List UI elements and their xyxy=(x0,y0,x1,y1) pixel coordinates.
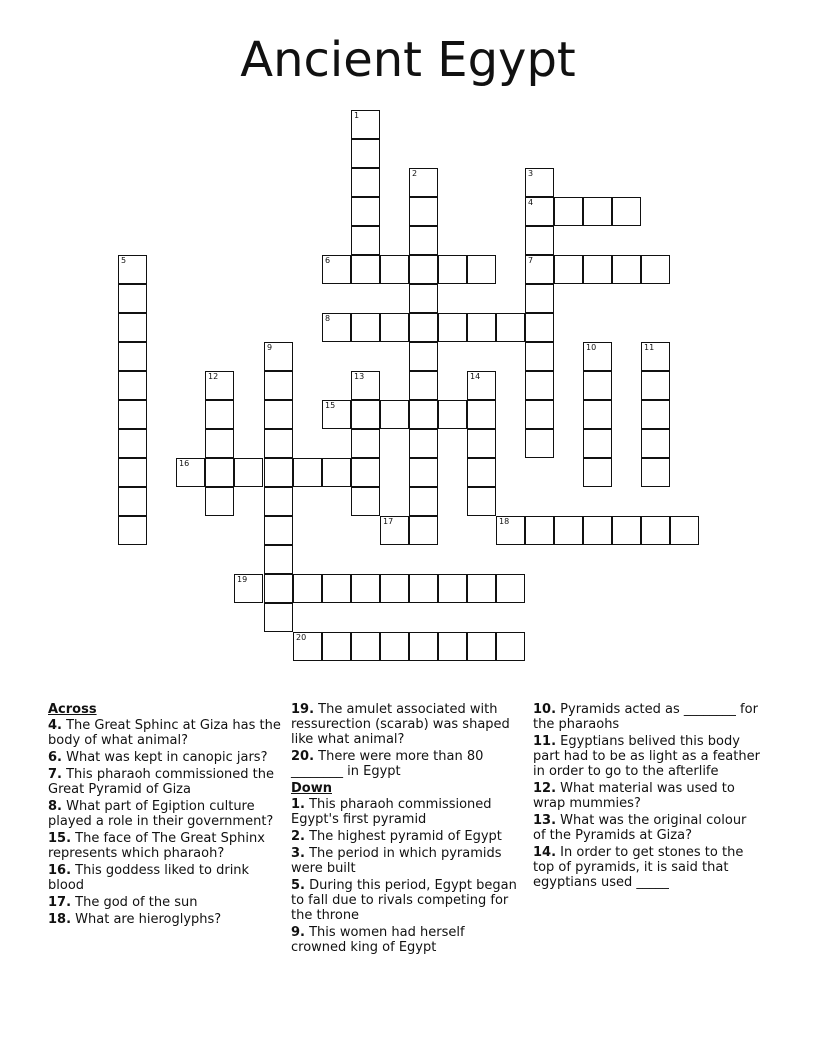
grid-cell[interactable] xyxy=(438,255,467,284)
grid-cell[interactable] xyxy=(554,255,583,284)
clue-number: 19 xyxy=(237,575,248,584)
grid-cell[interactable] xyxy=(409,284,438,313)
grid-cell[interactable] xyxy=(409,342,438,371)
grid-cell[interactable] xyxy=(467,574,496,603)
clue-text: This pharaoh commissioned the Great Pyramid of Giza xyxy=(48,767,275,797)
grid-cell[interactable] xyxy=(612,516,641,545)
grid-cell[interactable] xyxy=(118,400,147,429)
clue xyxy=(533,845,763,890)
grid-cell[interactable] xyxy=(264,371,293,400)
clue-num: 7. xyxy=(48,767,62,782)
clue-num: 2. xyxy=(291,829,305,844)
grid-cell[interactable] xyxy=(438,313,467,342)
grid-cell[interactable] xyxy=(438,632,467,661)
clue-text: This goddess liked to drink blood xyxy=(48,863,250,893)
grid-cell[interactable] xyxy=(264,429,293,458)
clue-num: 1. xyxy=(291,797,305,812)
grid-cell[interactable] xyxy=(264,487,293,516)
grid-cell[interactable] xyxy=(205,429,234,458)
grid-cell[interactable] xyxy=(554,516,583,545)
grid-cell[interactable] xyxy=(409,255,438,284)
clue-num: 19. xyxy=(291,702,315,717)
grid-cell[interactable] xyxy=(264,603,293,632)
grid-cell[interactable] xyxy=(438,574,467,603)
grid-cell[interactable] xyxy=(409,516,438,545)
grid-cell[interactable] xyxy=(670,516,699,545)
clue xyxy=(291,749,521,779)
grid-cell[interactable] xyxy=(525,429,554,458)
clue-text: This women had herself crowned king of Egypt xyxy=(291,925,465,955)
clue-text: There were more than 80 ________ in Egypt xyxy=(291,749,484,779)
grid-cell[interactable] xyxy=(641,255,670,284)
grid-cell[interactable] xyxy=(583,255,612,284)
clue xyxy=(533,702,763,732)
grid-cell[interactable] xyxy=(351,226,380,255)
grid-cell[interactable] xyxy=(205,458,234,487)
grid-cell[interactable] xyxy=(118,284,147,313)
clue-text: Egyptians belived this body part had to be as light as a feather in order to go to the afterlife xyxy=(533,734,760,779)
grid-cell[interactable] xyxy=(525,226,554,255)
clue xyxy=(291,797,521,827)
grid-cell[interactable] xyxy=(322,632,351,661)
grid-cell[interactable] xyxy=(409,487,438,516)
clue xyxy=(48,767,284,797)
grid-cell[interactable] xyxy=(118,371,147,400)
grid-cell[interactable] xyxy=(351,139,380,168)
grid-cell[interactable] xyxy=(409,313,438,342)
grid-cell[interactable] xyxy=(612,197,641,226)
clue-num: 10. xyxy=(533,702,557,717)
clue-number: 4 xyxy=(528,198,534,207)
clue-text: This pharaoh commissioned Egypt's first pyramid xyxy=(291,797,492,827)
grid-cell[interactable] xyxy=(351,429,380,458)
clue-num: 4. xyxy=(48,718,62,733)
across-clue-list xyxy=(48,718,284,927)
grid-cell[interactable] xyxy=(351,632,380,661)
clue xyxy=(48,718,284,748)
down-clue-list-continued xyxy=(533,702,763,890)
clue-number: 16 xyxy=(179,459,190,468)
grid-cell[interactable] xyxy=(205,400,234,429)
clue-number: 10 xyxy=(586,343,597,352)
clue-num: 18. xyxy=(48,912,72,927)
grid-cell[interactable] xyxy=(409,574,438,603)
clue-num: 16. xyxy=(48,863,72,878)
grid-cell[interactable] xyxy=(118,516,147,545)
clue-number: 5 xyxy=(121,256,127,265)
clue-number: 8 xyxy=(325,314,331,323)
grid-cell[interactable] xyxy=(264,458,293,487)
clue xyxy=(533,734,763,779)
grid-cell[interactable] xyxy=(641,371,670,400)
clue-num: 3. xyxy=(291,846,305,861)
clue-number: 18 xyxy=(499,517,510,526)
grid-cell[interactable] xyxy=(525,516,554,545)
grid-cell[interactable] xyxy=(264,545,293,574)
page-title: Ancient Egypt xyxy=(240,32,576,88)
grid-cell[interactable] xyxy=(293,574,322,603)
grid-cell[interactable] xyxy=(409,632,438,661)
clue-number: 6 xyxy=(325,256,331,265)
grid-cell[interactable] xyxy=(322,458,351,487)
clue-number: 20 xyxy=(296,633,307,642)
grid-cell[interactable] xyxy=(234,458,263,487)
grid-cell[interactable] xyxy=(612,255,641,284)
grid-cell[interactable] xyxy=(409,226,438,255)
grid-cell[interactable] xyxy=(380,400,409,429)
clue-number: 14 xyxy=(470,372,481,381)
grid-cell[interactable] xyxy=(641,516,670,545)
grid-cell[interactable] xyxy=(583,371,612,400)
across-clue-list-continued xyxy=(291,702,521,779)
grid-cell[interactable] xyxy=(641,400,670,429)
grid-cell[interactable] xyxy=(583,458,612,487)
grid-cell[interactable] xyxy=(264,400,293,429)
across-heading: Across xyxy=(48,702,97,717)
clue-text: The highest pyramid of Egypt xyxy=(304,829,502,844)
clue xyxy=(533,813,763,843)
clues-column-1 xyxy=(48,702,284,929)
clue-number: 13 xyxy=(354,372,365,381)
clue-number: 15 xyxy=(325,401,336,410)
grid-cell[interactable] xyxy=(322,574,351,603)
grid-cell[interactable] xyxy=(409,429,438,458)
grid-cell[interactable] xyxy=(351,313,380,342)
grid-cell[interactable] xyxy=(496,313,525,342)
grid-cell[interactable] xyxy=(205,487,234,516)
clue-text: What part of Egiption culture played a role in their government? xyxy=(48,799,274,829)
clue xyxy=(291,829,521,844)
clue xyxy=(48,863,284,893)
grid-cell[interactable] xyxy=(496,632,525,661)
clue xyxy=(291,846,521,876)
grid-cell[interactable] xyxy=(409,458,438,487)
grid-cell[interactable] xyxy=(467,487,496,516)
clue-text: What material was used to wrap mummies? xyxy=(533,781,735,811)
clue-num: 12. xyxy=(533,781,557,796)
clue-num: 11. xyxy=(533,734,557,749)
clue-text: The period in which pyramids were built xyxy=(291,846,502,876)
clue xyxy=(291,702,521,747)
grid-cell[interactable] xyxy=(351,255,380,284)
clue-num: 20. xyxy=(291,749,315,764)
grid-cell[interactable] xyxy=(118,458,147,487)
clue-number: 17 xyxy=(383,517,394,526)
clue xyxy=(48,895,284,910)
clue-number: 1 xyxy=(354,111,360,120)
down-clue-list xyxy=(291,797,521,955)
grid-cell[interactable] xyxy=(351,487,380,516)
clue xyxy=(291,878,521,923)
clue-number: 3 xyxy=(528,169,534,178)
grid-cell[interactable] xyxy=(409,197,438,226)
clue-text: What was the original colour of the Pyramids at Giza? xyxy=(533,813,747,843)
clue xyxy=(48,799,284,829)
grid-cell[interactable] xyxy=(525,400,554,429)
grid-cell[interactable] xyxy=(351,574,380,603)
grid-cell[interactable] xyxy=(467,400,496,429)
clue-num: 8. xyxy=(48,799,62,814)
grid-cell[interactable] xyxy=(351,400,380,429)
clue xyxy=(48,912,284,927)
clue-num: 15. xyxy=(48,831,72,846)
grid-cell[interactable] xyxy=(583,429,612,458)
clue xyxy=(48,831,284,861)
grid-cell[interactable] xyxy=(525,284,554,313)
grid-cell[interactable] xyxy=(467,255,496,284)
clue-number: 12 xyxy=(208,372,219,381)
grid-cell[interactable] xyxy=(264,516,293,545)
grid-cell[interactable] xyxy=(583,516,612,545)
clue-text: The face of The Great Sphinx represents which pharaoh? xyxy=(48,831,265,861)
grid-cell[interactable] xyxy=(467,313,496,342)
grid-cell[interactable] xyxy=(264,574,293,603)
clue xyxy=(291,925,521,955)
grid-cell[interactable] xyxy=(525,371,554,400)
clue-num: 5. xyxy=(291,878,305,893)
clue-text: What was kept in canopic jars? xyxy=(61,750,268,765)
clue-text: During this period, Egypt began to fall due to rivals competing for the throne xyxy=(291,878,517,923)
grid-cell[interactable] xyxy=(583,197,612,226)
clue-num: 6. xyxy=(48,750,62,765)
grid-cell[interactable] xyxy=(380,574,409,603)
clue-num: 17. xyxy=(48,895,72,910)
clue-text: In order to get stones to the top of pyramids, it is said that egyptians used _____ xyxy=(533,845,744,890)
grid-cell[interactable] xyxy=(438,400,467,429)
clue-text: The amulet associated with ressurection (scarab) was shaped like what animal? xyxy=(291,702,510,747)
grid-cell[interactable] xyxy=(467,458,496,487)
down-heading: Down xyxy=(291,781,332,796)
clue xyxy=(48,750,284,765)
grid-cell[interactable] xyxy=(409,371,438,400)
grid-cell[interactable] xyxy=(409,400,438,429)
grid-cell[interactable] xyxy=(380,313,409,342)
grid-cell[interactable] xyxy=(351,197,380,226)
grid-cell[interactable] xyxy=(351,458,380,487)
grid-cell[interactable] xyxy=(118,342,147,371)
clue-text: Pyramids acted as ________ for the pharaohs xyxy=(533,702,758,732)
clue xyxy=(533,781,763,811)
grid-cell[interactable] xyxy=(351,168,380,197)
clue-num: 9. xyxy=(291,925,305,940)
grid-cell[interactable] xyxy=(118,429,147,458)
grid-cell[interactable] xyxy=(118,487,147,516)
clue-text: The Great Sphinc at Giza has the body of what animal? xyxy=(48,718,281,748)
grid-cell[interactable] xyxy=(641,429,670,458)
grid-cell[interactable] xyxy=(380,632,409,661)
grid-cell[interactable] xyxy=(293,458,322,487)
grid-cell[interactable] xyxy=(641,458,670,487)
clue-number: 11 xyxy=(644,343,655,352)
clues-column-2 xyxy=(291,702,521,957)
grid-cell[interactable] xyxy=(496,574,525,603)
clue-number: 7 xyxy=(528,256,534,265)
grid-cell[interactable] xyxy=(380,255,409,284)
grid-cell[interactable] xyxy=(554,197,583,226)
clue-num: 14. xyxy=(533,845,557,860)
clue-text: The god of the sun xyxy=(71,895,198,910)
grid-cell[interactable] xyxy=(583,400,612,429)
grid-cell[interactable] xyxy=(467,632,496,661)
grid-cell[interactable] xyxy=(525,313,554,342)
clue-num: 13. xyxy=(533,813,557,828)
grid-cell[interactable] xyxy=(525,342,554,371)
clue-number: 9 xyxy=(267,343,273,352)
grid-cell[interactable] xyxy=(118,313,147,342)
clue-number: 2 xyxy=(412,169,418,178)
clue-text: What are hieroglyphs? xyxy=(71,912,222,927)
clues-column-3 xyxy=(533,702,763,892)
grid-cell[interactable] xyxy=(467,429,496,458)
